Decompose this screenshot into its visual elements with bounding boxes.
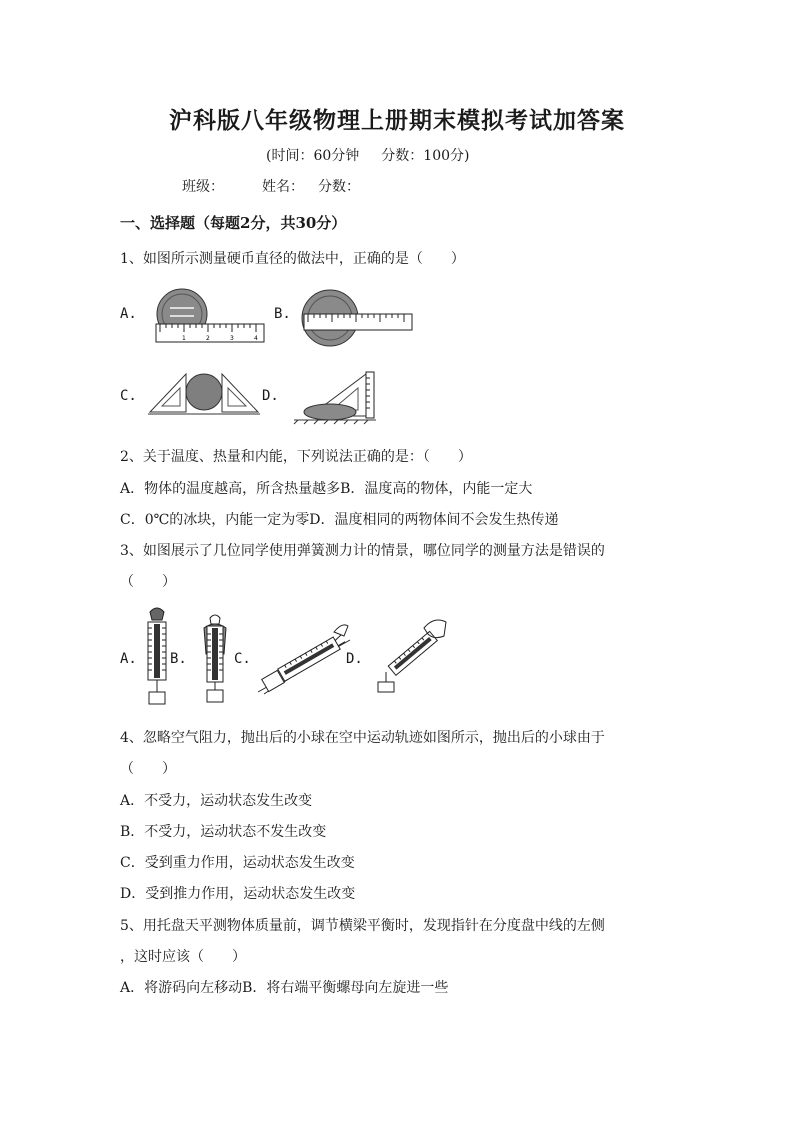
question-3-stem-cont: （ ） [120, 574, 176, 590]
weight-block-icon [378, 682, 394, 692]
weight-block-icon [149, 692, 165, 704]
q4-option-a: A．不受力，运动状态发生改变 [120, 793, 313, 809]
q1-figure-a [154, 286, 266, 348]
exam-score: 分数：100分) [381, 148, 470, 164]
q3-figure-c [256, 612, 352, 700]
q3-option-c-label: C. [234, 651, 251, 667]
weight-block-icon [207, 690, 223, 702]
exam-meta [266, 145, 469, 165]
q4-option-d: D．受到推力作用，运动状态发生改变 [120, 886, 356, 902]
q5-options-line-1: A．将游码向左移动B．将右端平衡螺母向左旋进一些 [120, 980, 449, 996]
q3-option-d-label: D. [346, 651, 363, 667]
question-5-stem: 5、用托盘天平测物体质量前，调节横梁平衡时，发现指针在分度盘中线的左侧 [120, 918, 605, 934]
q4-option-b: B．不受力，运动状态不发生改变 [120, 824, 327, 840]
ruler-tick-label: 3 [230, 335, 234, 342]
q3-option-a-label: A. [120, 651, 137, 667]
score-label: 分数： [318, 179, 360, 195]
q1-figure-d [288, 368, 378, 424]
q2-options-line-1: A．物体的温度越高，所含热量越多B．温度高的物体，内能一定大 [120, 481, 533, 497]
question-2-stem: 2、关于温度、热量和内能，下列说法正确的是：（ ） [120, 449, 472, 465]
question-4-stem-cont: （ ） [120, 761, 176, 777]
exam-time: (时间：60分钟 [266, 148, 360, 164]
ruler-tick-label: 1 [182, 335, 186, 342]
coin-icon [304, 404, 356, 420]
ruler-tick-label: 2 [206, 335, 210, 342]
class-label: 班级： [182, 179, 224, 195]
q1-option-b-label: B. [274, 306, 291, 322]
question-1-stem: 1、如图所示测量硬币直径的做法中，正确的是（ ） [120, 251, 465, 267]
q1-option-c-label: C. [120, 388, 137, 404]
section-heading: 一、选择题（每题2分，共30分） [120, 214, 347, 232]
q3-figure-b [198, 614, 232, 706]
name-label: 姓名： [262, 179, 304, 195]
question-3-stem: 3、如图展示了几位同学使用弹簧测力计的情景，哪位同学的测量方法是错误的 [120, 543, 605, 559]
q3-figure-d [372, 614, 452, 694]
q1-option-d-label: D. [262, 388, 279, 404]
ruler-tick-label: 4 [254, 335, 258, 342]
q3-option-b-label: B. [170, 651, 187, 667]
q1-figure-b [298, 286, 414, 348]
question-4-stem: 4、忽略空气阻力，抛出后的小球在空中运动轨迹如图所示，抛出后的小球由于 [120, 730, 605, 746]
coin-icon [186, 374, 222, 410]
q3-figure-a [140, 604, 174, 708]
question-5-stem-cont: ，这时应该（ ） [120, 949, 246, 965]
student-fields [182, 176, 360, 196]
page-title: 沪科版八年级物理上册期末模拟考试加答案 [169, 107, 625, 134]
q2-options-line-2: C．0℃的冰块，内能一定为零D．温度相同的两物体间不会发生热传递 [120, 512, 559, 528]
q1-figure-c [146, 370, 262, 418]
hand-icon [334, 625, 348, 636]
q4-option-c: C．受到重力作用，运动状态发生改变 [120, 855, 355, 871]
ruler-icon [366, 372, 374, 418]
q1-option-a-label: A. [120, 306, 137, 322]
